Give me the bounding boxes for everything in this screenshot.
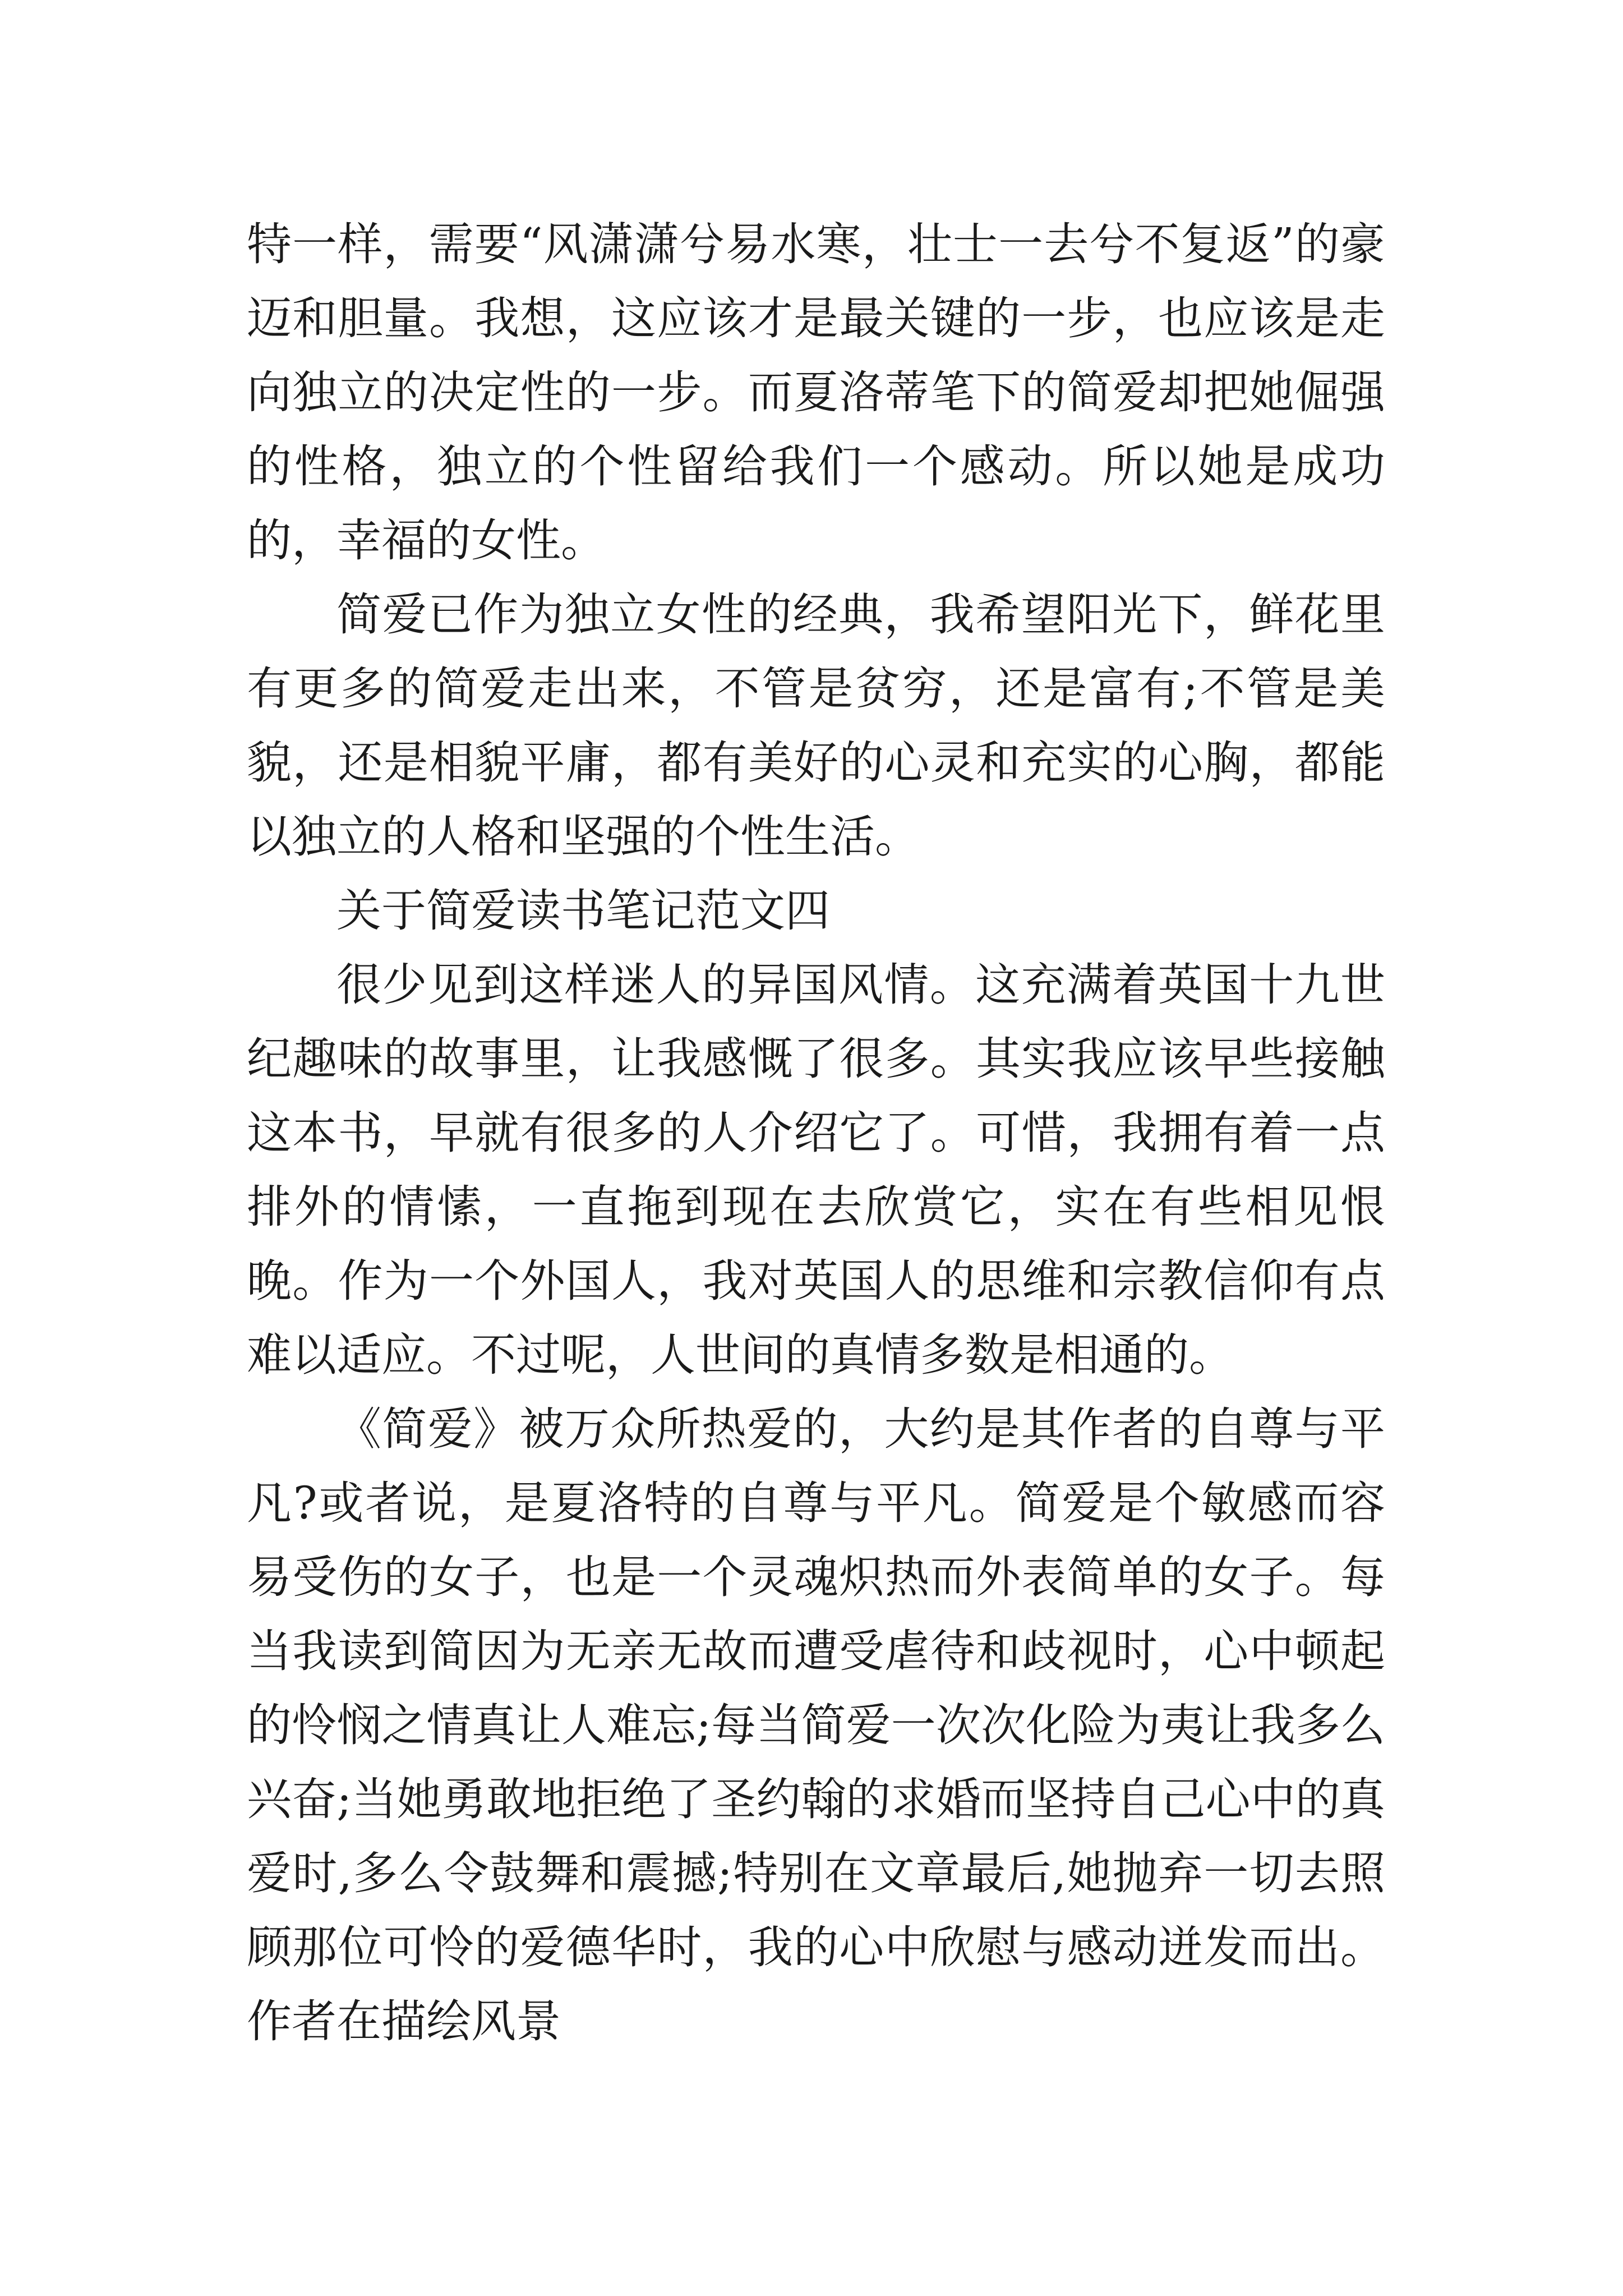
paragraph-conclusion: 简爱已作为独立女性的经典，我希望阳光下，鲜花里有更多的简爱走出来，不管是贫穷，还是富有;不管是美貌，还是相貌平庸，都有美好的心灵和充实的心胸，都能以独立的人格和坚强的个性生活。 bbox=[247, 588, 1385, 863]
paragraph-body: 《简爱》被万众所热爱的，大约是其作者的自尊与平凡?或者说，是夏洛特的自尊与平凡。简爱是个敏感而容易受伤的女子，也是一个灵魂炽热而外表简单的女子。每当我读到简因为无亲无故而遭受虐待和歧视时，心中顿起的怜悯之情真让人难忘;每当简爱一次次化险为夷让我多么兴奋;当她勇敢地拒绝了圣约翰的求婚而坚持自己心中的真爱时,多么令鼓舞和震撼;特别在文章最后,她抛弃一切去照顾那位可怜的爱德华时，我的心中欣慰与感动迸发而出。作者在描绘风景 bbox=[247, 1403, 1385, 2047]
paragraph-continuation: 特一样，需要“风潇潇兮易水寒，壮士一去兮不复返”的豪迈和胆量。我想，这应该才是最关键的一步，也应该是走向独立的决定性的一步。而夏洛蒂笔下的简爱却把她倔强的性格，独立的个性留给我们一个感动。所以她是成功的，幸福的女性。 bbox=[247, 218, 1385, 567]
document-page bbox=[247, 208, 1385, 2059]
section-heading: 关于简爱读书笔记范文四 bbox=[336, 885, 830, 937]
paragraph-intro: 很少见到这样迷人的异国风情。这充满着英国十九世纪趣味的故事里，让我感慨了很多。其实我应该早些接触这本书，早就有很多的人介绍它了。可惜，我拥有着一点排外的情愫，一直拖到现在去欣赏它，实在有些相见恨晚。作为一个外国人，我对英国人的思维和宗教信仰有点难以适应。不过呢，人世间的真情多数是相通的。 bbox=[247, 959, 1385, 1381]
